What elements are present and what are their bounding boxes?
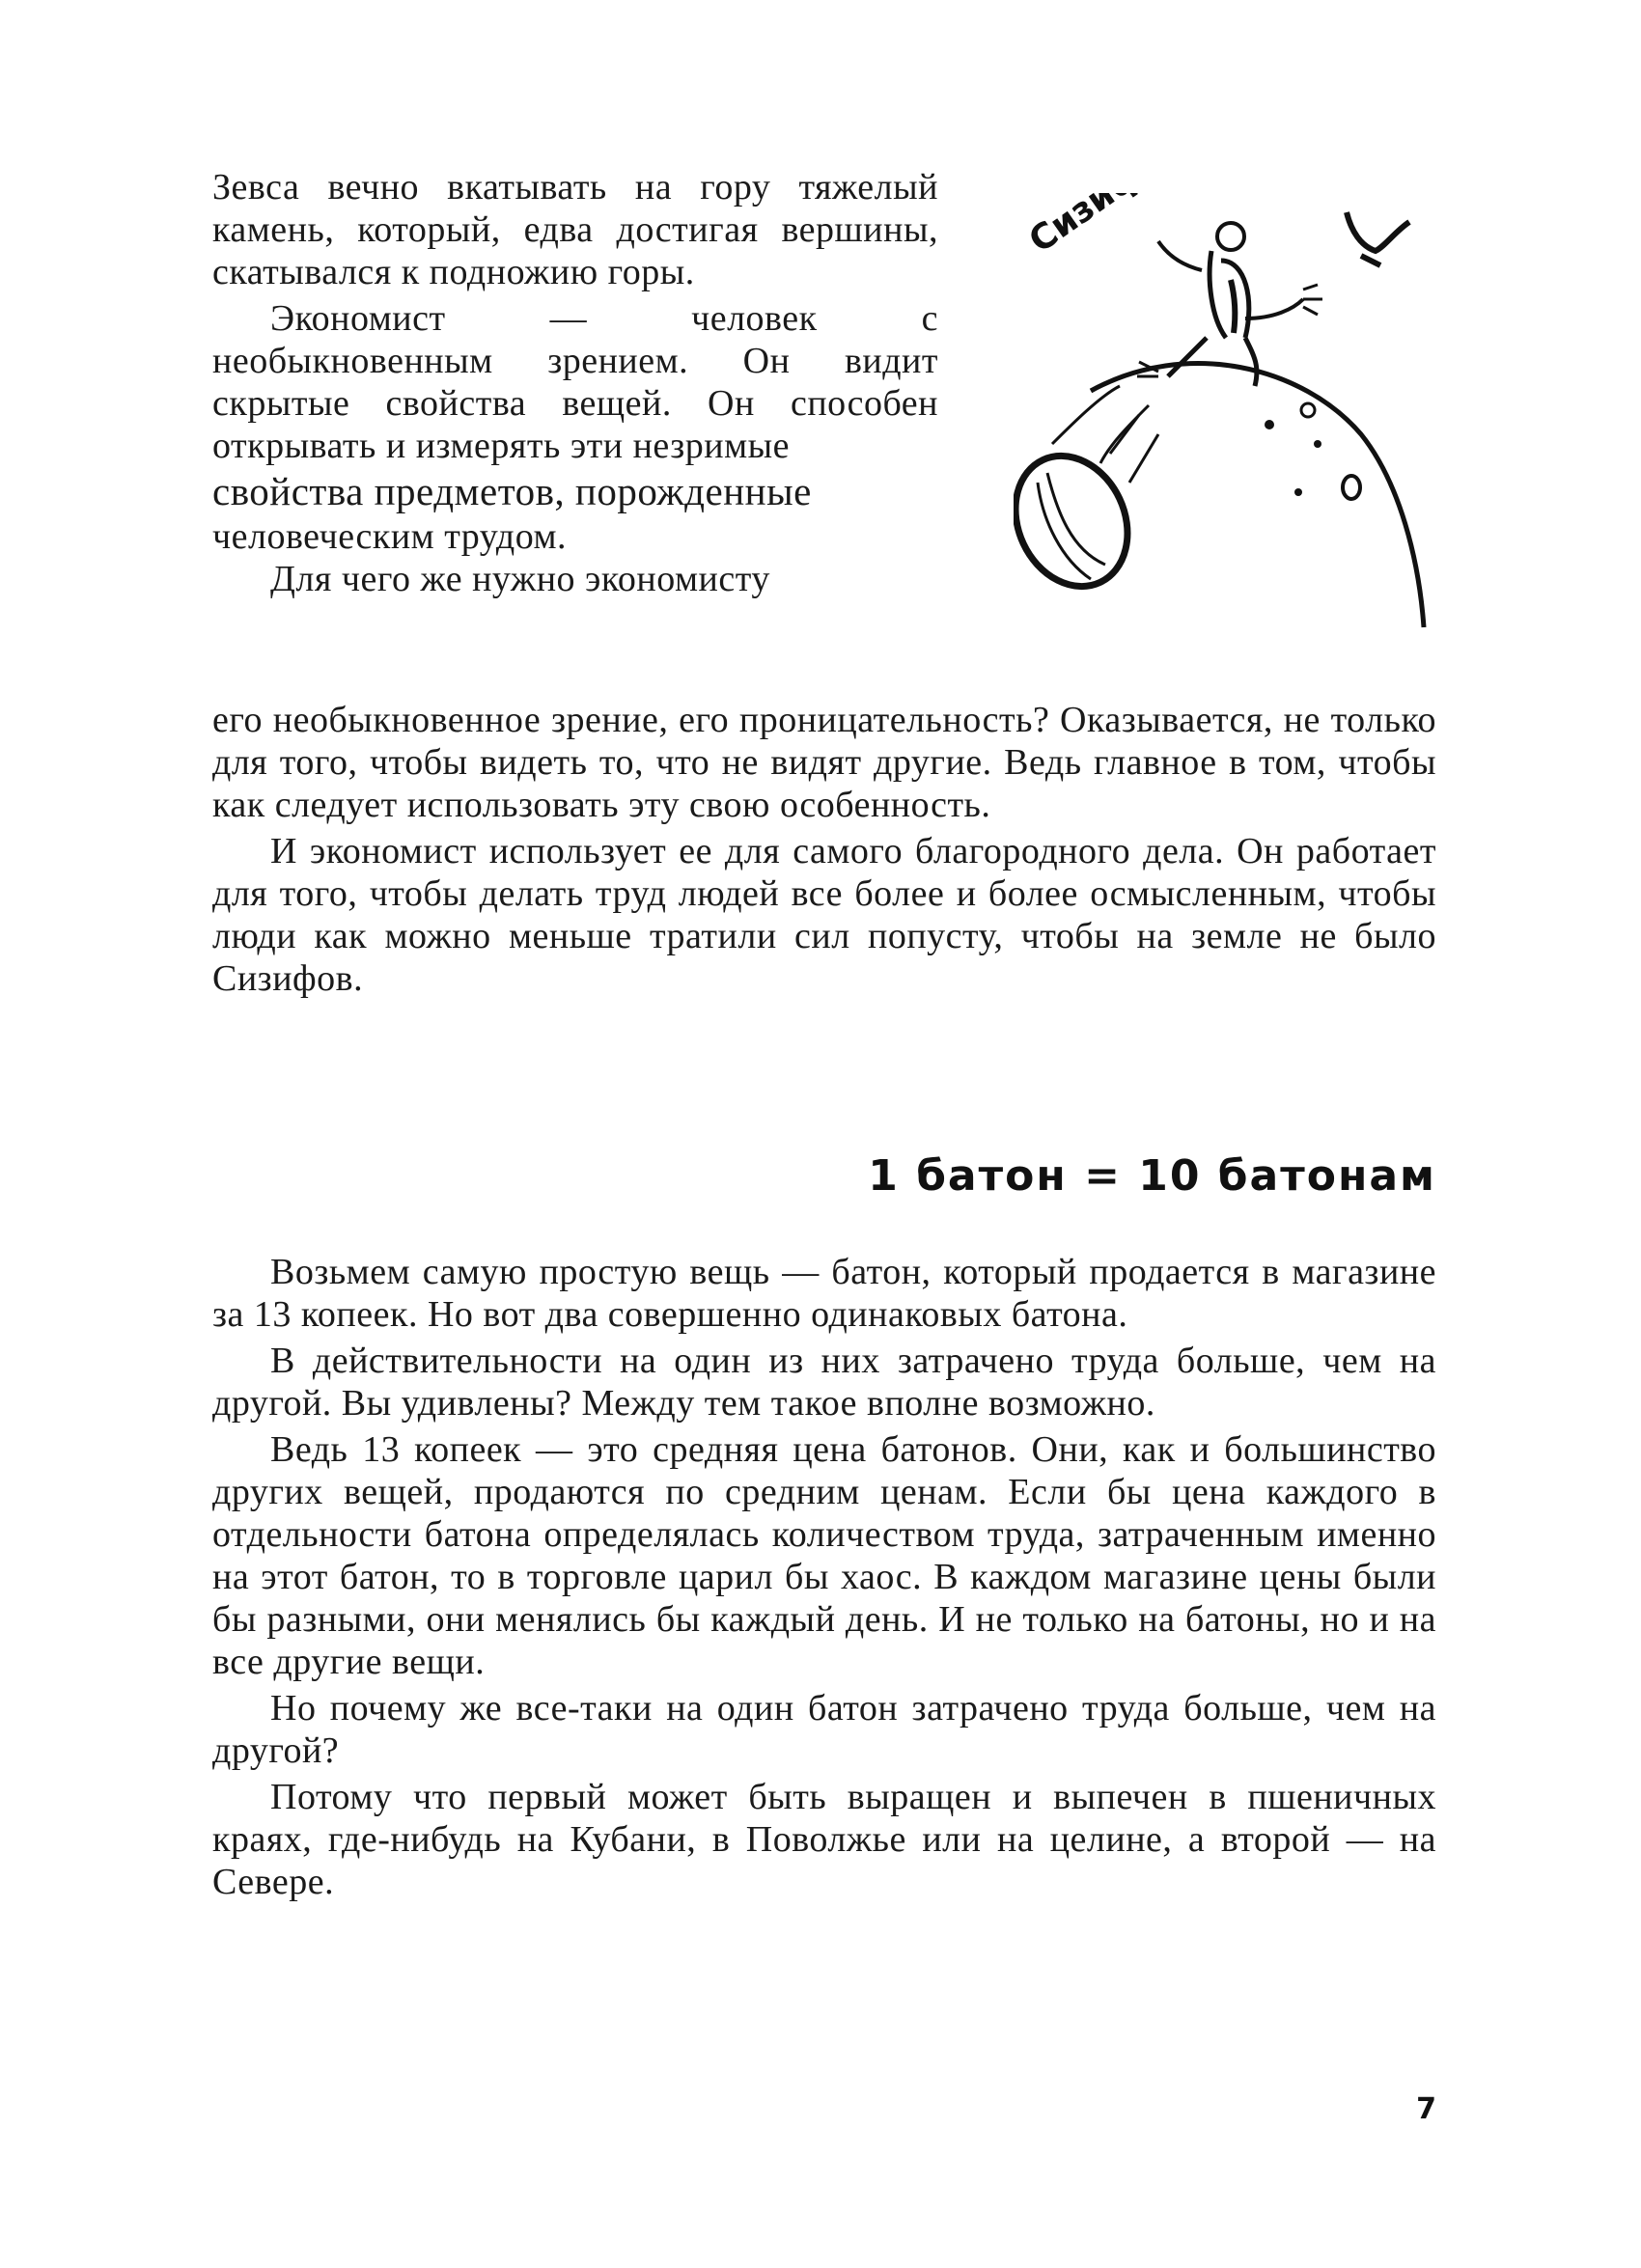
text-column-wide-top <box>212 699 1436 1000</box>
section-paragraph-4: Но почему же все-таки на один батон затрачено труда больше, чем на другой? <box>212 1688 1436 1771</box>
paragraph-economist-part1: Экономист — человек с необыкновенным зрением. Он видит скрытые свойства вещей. Он способен открывать и измерять эти незримые <box>212 298 938 466</box>
text-column-wide-section <box>212 1251 1436 1903</box>
paragraph-why-start: Для чего же нужно экономисту <box>270 559 770 599</box>
section-heading: 1 батон = 10 батонам <box>868 1151 1436 1201</box>
paragraph-noble: И экономист использует ее для самого благородного дела. Он работает для того, чтобы делать труд людей все более и более осмысленным, чтобы люди как можно меньше тратили сил попусту, чтобы на земле не было Сизифов. <box>212 831 1436 999</box>
section-paragraph-3: Ведь 13 копеек — это средняя цена батонов. Они, как и большинство других вещей, продаются по средним ценам. Если бы цена каждого в отдельности батона определялась количеством труда, затраченным именно на этот батон, то в торговле царил бы хаос. В каждом магазине цены были бы разными, они менялись бы каждый день. И не только на батоны, но и на все другие вещи. <box>212 1429 1436 1682</box>
text-column-narrow <box>212 166 938 600</box>
page-number: 7 <box>1416 2092 1436 2126</box>
paragraph-zeus: Зевса вечно вкатывать на гору тяжелый камень, который, едва достигая вершины, скатывался к подножию горы. <box>212 167 938 292</box>
section-paragraph-5: Потому что первый может быть выращен и выпечен в пшеничных краях, где-нибудь на Кубани, в Поволжье или на целине, а второй — на Севере. <box>212 1777 1436 1902</box>
sisyphus-drawing <box>1014 193 1429 637</box>
paragraph-economist <box>212 297 938 558</box>
paragraph-economist-part3: человеческим трудом. <box>212 516 568 557</box>
sisyphus-illustration <box>1014 193 1429 637</box>
section-paragraph-2: В действительности на один из них затрачено труда больше, чем на другой. Вы удивлены? Между тем такое вполне возможно. <box>212 1341 1436 1424</box>
paragraph-economist-part2: свойства предметов, порожденные <box>212 469 812 513</box>
section-paragraph-1: Возьмем самую простую вещь — батон, который продается в магазине за 13 копеек. Но вот два совершенно одинаковых батона. <box>212 1252 1436 1335</box>
paragraph-why-rest: его необыкновенное зрение, его проницательность? Оказывается, не только для того, чтобы видеть то, что не видят другие. Ведь главное в том, чтобы как следует использовать эту свою особенность. <box>212 700 1436 825</box>
illustration-caption: Сизиф <box>1021 193 1151 262</box>
